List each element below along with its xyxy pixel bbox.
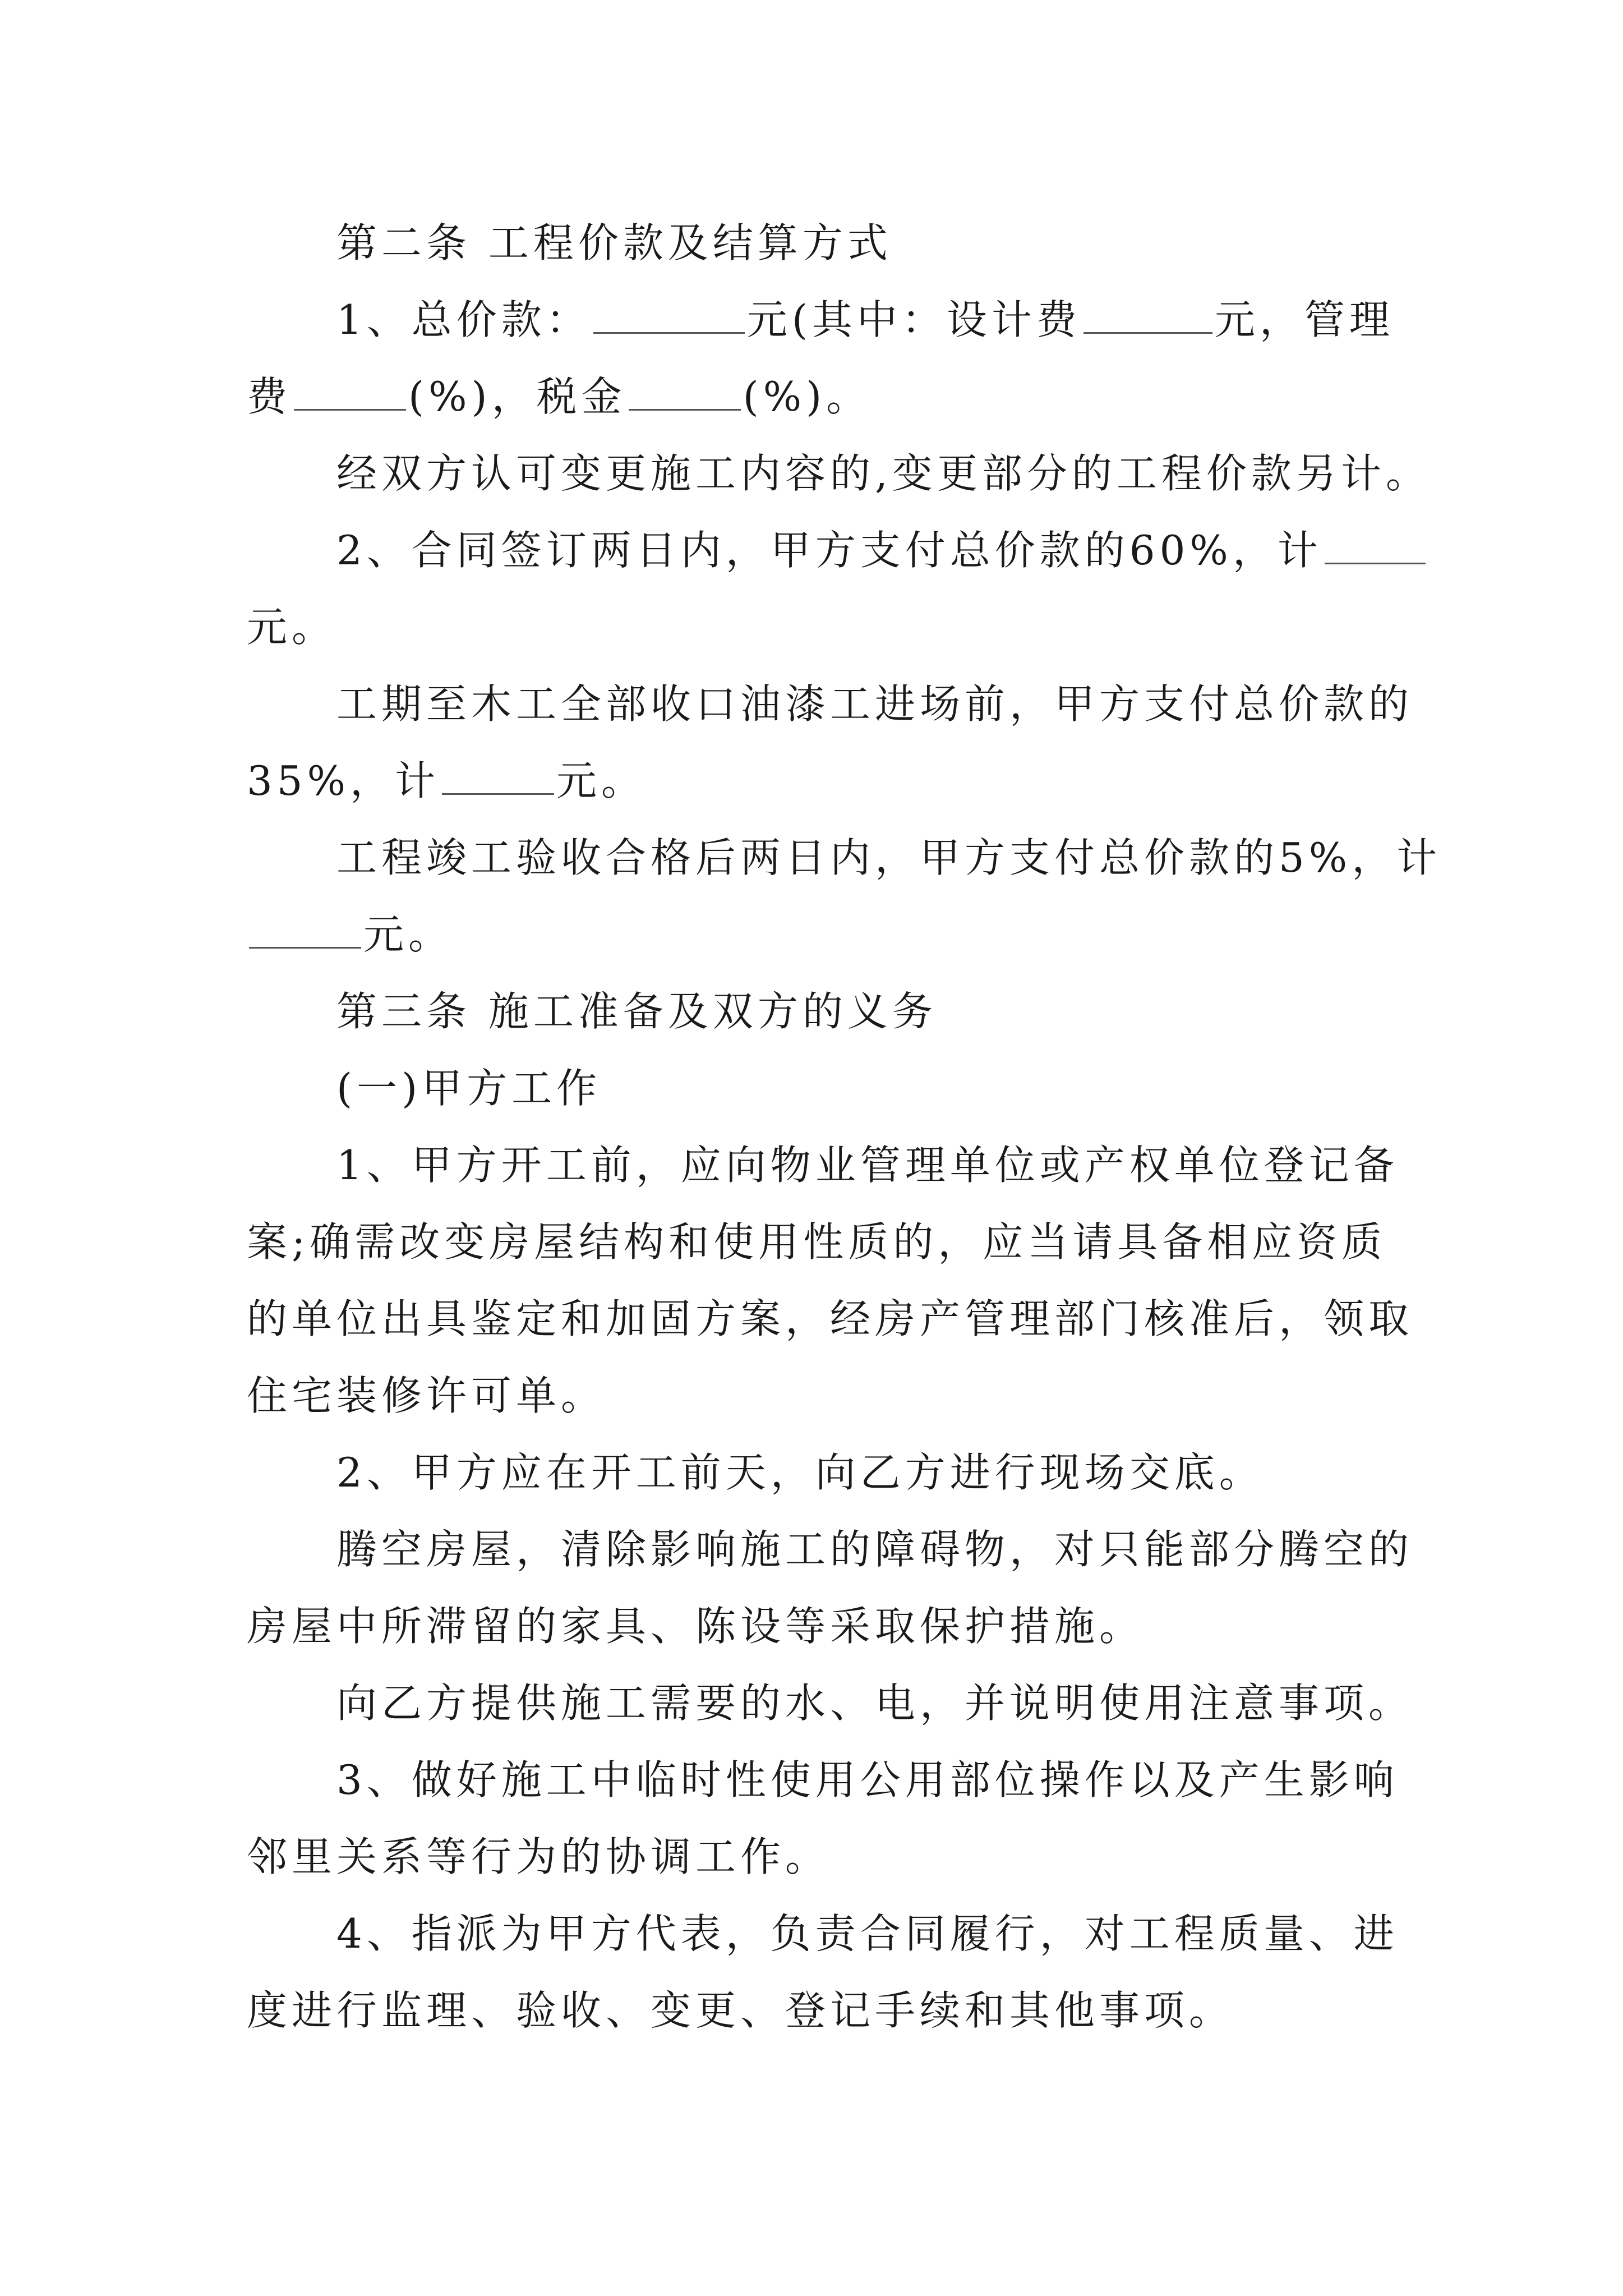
duty-2: 2、甲方应在开工前天，向乙方进行现场交底。 bbox=[336, 1449, 1264, 1496]
duty-1-line-4: 住宅装修许可单。 bbox=[247, 1372, 606, 1419]
payment-5-amount-line: 元。 bbox=[247, 896, 1377, 973]
document-body bbox=[247, 205, 1442, 2049]
payment-35-line: 工期至木工全部收口油漆工进场前，甲方支付总价款的 bbox=[336, 680, 1414, 728]
duty-1-line-1: 1、甲方开工前，应向物业管理单位或产权单位登记备 bbox=[336, 1142, 1399, 1189]
duty-4-line-2: 度进行监理、验收、变更、登记手续和其他事项。 bbox=[247, 1987, 1234, 2034]
duty-3-line-1: 3、做好施工中临时性使用公用部位操作以及产生影响 bbox=[336, 1756, 1399, 1803]
management-fee-blank[interactable] bbox=[294, 372, 406, 411]
change-clause: 经双方认可变更施工内容的,变更部分的工程价款另计。 bbox=[336, 450, 1431, 497]
total-price-blank[interactable] bbox=[593, 295, 745, 334]
payment-5-blank[interactable] bbox=[249, 910, 361, 949]
duty-water: 向乙方提供施工需要的水、电，并说明使用注意事项。 bbox=[336, 1680, 1414, 1727]
fee-tax-line: 费 (%)，税金 (%)。 bbox=[247, 373, 872, 420]
payment-60-unit: 元。 bbox=[247, 604, 337, 651]
duty-clear-line-2: 房屋中所滞留的家具、陈设等采取保护措施。 bbox=[247, 1603, 1145, 1650]
total-price-line: 1、总价款： 元(其中：设计费 元，管理 bbox=[336, 296, 1394, 343]
duty-1-line-2: 案;确需改变房屋结构和使用性质的，应当请具备相应资质 bbox=[247, 1218, 1387, 1266]
duty-1-line-3: 的单位出具鉴定和加固方案，经房产管理部门核准后，领取 bbox=[247, 1295, 1414, 1342]
payment-60-line: 2、合同签订两日内，甲方支付总价款的60%，计 bbox=[247, 512, 1377, 589]
payment-35-blank[interactable] bbox=[442, 756, 554, 795]
duty-3-line-2: 邻里关系等行为的协调工作。 bbox=[247, 1833, 831, 1880]
section-3-title: 第三条 施工准备及双方的义务 bbox=[336, 988, 937, 1035]
tax-blank[interactable] bbox=[629, 372, 741, 411]
payment-60-blank[interactable] bbox=[1325, 526, 1426, 564]
duty-clear-line-1: 腾空房屋，清除影响施工的障碍物，对只能部分腾空的 bbox=[336, 1526, 1414, 1573]
section-2-title: 第二条 工程价款及结算方式 bbox=[336, 219, 892, 266]
duty-4-line-1: 4、指派为甲方代表，负责合同履行，对工程质量、进 bbox=[336, 1910, 1399, 1957]
payment-5-line: 工程竣工验收合格后两日内，甲方支付总价款的5%，计 bbox=[336, 834, 1442, 881]
design-fee-blank[interactable] bbox=[1083, 295, 1212, 334]
party-a-work-title: (一)甲方工作 bbox=[336, 1065, 602, 1112]
payment-35-amount-line: 35%，计 元。 bbox=[247, 757, 647, 804]
